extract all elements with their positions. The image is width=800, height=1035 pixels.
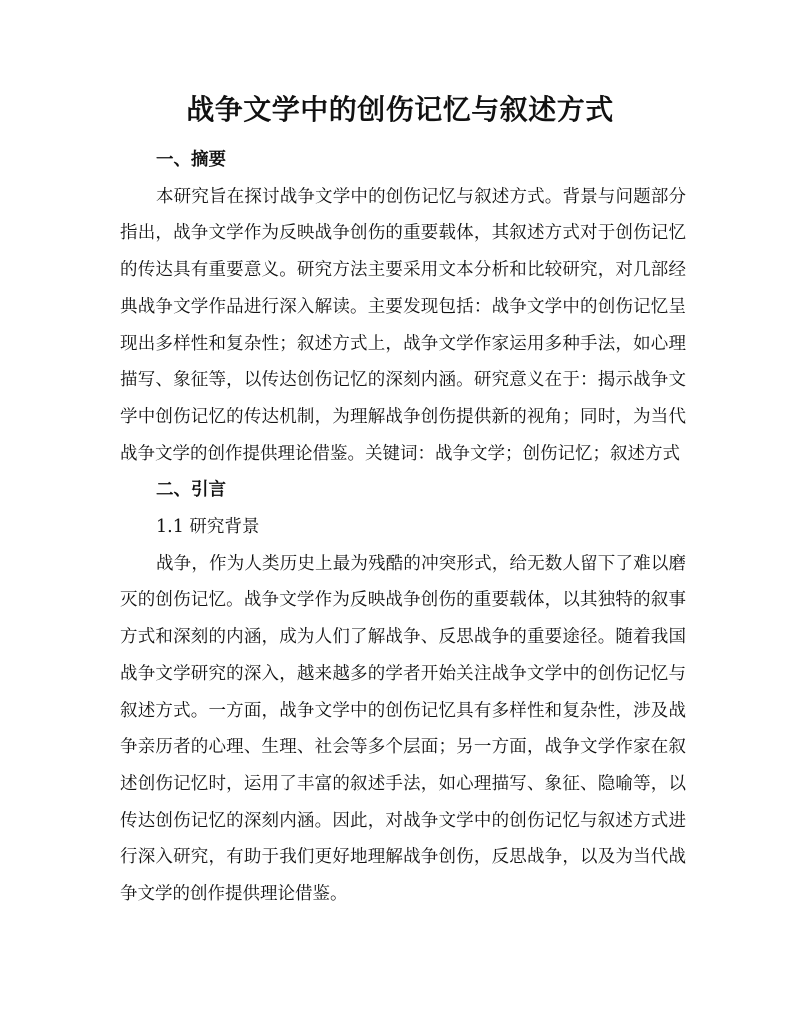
research-background-paragraph: 战争，作为人类历史上最为残酷的冲突形式，给无数人留下了难以磨灭的创伤记忆。战争文学作为反映战争创伤的重要载体，以其独特的叙事方式和深刻的内涵，成为人们了解战争、反思战争的重要途径。随着我国战争文学研究的深入，越来越多的学者开始关注战争文学中的创伤记忆与叙述方式。一方面，战争文学中的创伤记忆具有多样性和复杂性，涉及战争亲历者的心理、生理、社会等多个层面；另一方面，战争文学作家在叙述创伤记忆时，运用了丰富的叙述手法，如心理描写、象征、隐喻等，以传达创伤记忆的深刻内涵。因此，对战争文学中的创伤记忆与叙述方式进行深入研究，有助于我们更好地理解战争创伤，反思战争，以及为当代战争文学的创作提供理论借鉴。	[120, 553, 686, 905]
document-title: 战争文学中的创伤记忆与叙述方式	[186, 93, 614, 126]
document-body	[120, 142, 686, 913]
section-heading-introduction: 二、引言	[156, 480, 226, 501]
section-heading-abstract: 一、摘要	[156, 150, 226, 170]
abstract-paragraph: 本研究旨在探讨战争文学中的创伤记忆与叙述方式。背景与问题部分指出，战争文学作为反映战争创伤的重要载体，其叙述方式对于创伤记忆的传达具有重要意义。研究方法主要采用文本分析和比较研究，对几部经典战争文学作品进行深入解读。主要发现包括：战争文学中的创伤记忆呈现出多样性和复杂性；叙述方式上，战争文学作家运用多种手法，如心理描写、象征等，以传达创伤记忆的深刻内涵。研究意义在于：揭示战争文学中创伤记忆的传达机制，为理解战争创伤提供新的视角；同时，为当代战争文学的创作提供理论借鉴。关键词：战争文学；创伤记忆；叙述方式	[120, 186, 686, 464]
subsection-heading-research-background: 1.1 研究背景	[156, 517, 260, 538]
